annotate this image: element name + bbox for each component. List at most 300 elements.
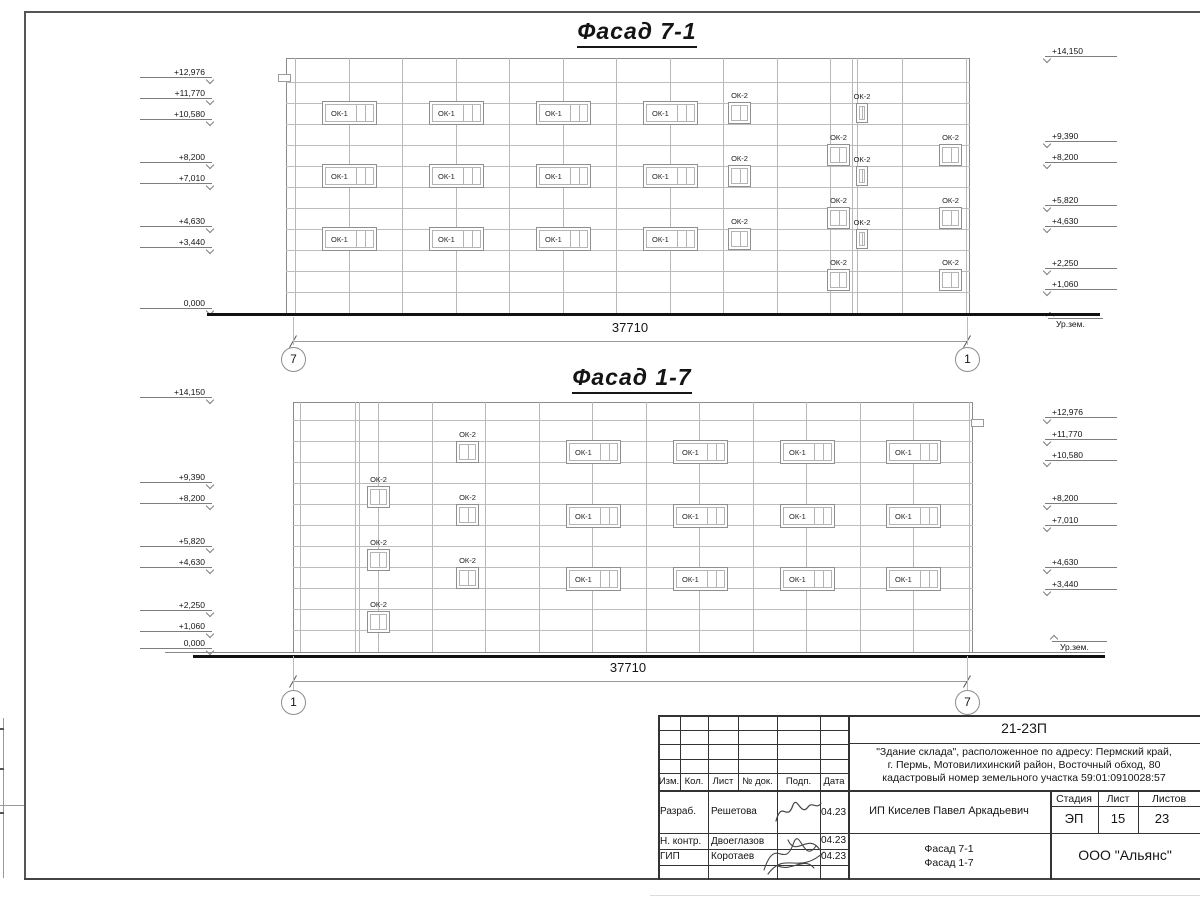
window-mullion	[951, 211, 952, 225]
elevation-mark: +3,440	[140, 236, 212, 248]
sheet-number: 15	[1110, 811, 1126, 826]
window-label: ОК-1	[681, 447, 699, 457]
window-ok2	[856, 103, 868, 123]
stamp-role-ncontr: Н. контр.	[660, 836, 702, 847]
ground-level-mark: Ур.зем.	[1048, 318, 1103, 329]
window-mullion	[839, 273, 840, 287]
stamp-col-doc: № док.	[742, 776, 773, 787]
elevation-mark: +12,976	[1045, 406, 1117, 418]
panel-joint-line	[286, 187, 970, 188]
elevation-mark: +12,976	[140, 66, 212, 78]
window-mullion	[677, 231, 678, 247]
elevation-mark: +7,010	[140, 172, 212, 184]
dimension-value: 37710	[611, 320, 649, 335]
window-ok1	[322, 227, 377, 251]
window-label: ОК-2	[459, 430, 476, 439]
window-ok1	[886, 504, 941, 528]
elevation-tick-icon	[1043, 204, 1051, 212]
window-ok1	[322, 101, 377, 125]
project-description-line3: кадастровый номер земельного участка 59:01:0910028:57	[882, 772, 1166, 784]
window-ok2	[367, 486, 390, 508]
window-ok1	[429, 101, 484, 125]
titleblock-line	[848, 743, 1200, 744]
panel-joint-line	[293, 588, 973, 589]
column-joint-line	[969, 402, 970, 653]
window-ok1	[886, 440, 941, 464]
window-label: ОК-2	[830, 258, 847, 267]
facade-outline	[293, 402, 973, 653]
elevation-mark: +9,390	[1045, 130, 1117, 142]
facade-title-text: Фасад 7-1	[577, 18, 696, 48]
elevation-tick-icon	[206, 97, 214, 105]
window-mullion	[472, 168, 473, 184]
window-label: ОК-1	[437, 171, 455, 181]
window-mullion	[823, 508, 824, 524]
elevation-tick-icon	[1043, 588, 1051, 596]
panel-joint-line	[293, 546, 973, 547]
window-ok2	[456, 504, 479, 526]
window-label: ОК-1	[330, 108, 348, 118]
window-mullion	[365, 231, 366, 247]
window-mullion	[379, 553, 380, 567]
panel-joint-line	[286, 292, 970, 293]
window-ok1	[643, 227, 698, 251]
client-name: ИП Киселев Павел Аркадьевич	[869, 804, 1029, 817]
window-ok2	[856, 166, 868, 186]
elevation-tick-icon	[1043, 288, 1051, 296]
window-mullion	[379, 490, 380, 504]
column-joint-line	[509, 58, 510, 314]
window-ok1	[780, 567, 835, 591]
window-mullion	[609, 571, 610, 587]
window-mullion	[463, 231, 464, 247]
margin-tick	[0, 768, 4, 770]
company-name: ООО "Альянс"	[1078, 847, 1172, 864]
window-mullion	[740, 169, 741, 183]
window-label: ОК-1	[894, 511, 912, 521]
window-mullion	[677, 168, 678, 184]
elevation-mark: +4,630	[140, 556, 212, 568]
facade-title	[497, 18, 777, 48]
elevation-mark: +8,200	[1045, 151, 1117, 163]
stamp-name-ncontr: Двоеглазов	[711, 836, 765, 847]
elevation-mark: +11,770	[140, 87, 212, 99]
window-mullion	[929, 508, 930, 524]
panel-joint-line	[293, 567, 973, 568]
window-ok1	[536, 227, 591, 251]
stamp-col-izm: Изм.	[658, 776, 680, 787]
window-mullion	[707, 444, 708, 460]
window-mullion	[716, 571, 717, 587]
column-joint-line	[777, 58, 778, 314]
ground-line	[165, 652, 1105, 653]
sheet-frame-top	[24, 11, 1200, 13]
window-mullion	[716, 508, 717, 524]
window-label: ОК-2	[459, 556, 476, 565]
window-mullion	[570, 231, 571, 247]
elevation-tick-icon	[206, 647, 214, 655]
stamp-date-razrab: 04.23	[820, 807, 847, 818]
window-label: ОК-1	[544, 234, 562, 244]
panel-joint-line	[293, 630, 973, 631]
window-mullion	[579, 168, 580, 184]
elevation-tick-icon	[1043, 502, 1051, 510]
panel-joint-line	[286, 208, 970, 209]
window-ok1	[536, 164, 591, 188]
window-ok2	[728, 228, 751, 250]
window-mullion	[472, 105, 473, 121]
window-mullion	[600, 508, 601, 524]
window-mullion	[814, 444, 815, 460]
window-mullion	[716, 444, 717, 460]
axis-bubble: 7	[281, 347, 306, 372]
window-label: ОК-1	[330, 171, 348, 181]
window-mullion	[920, 571, 921, 587]
sheet-frame-left	[24, 11, 26, 880]
margin-line	[3, 718, 4, 878]
panel-joint-line	[286, 145, 970, 146]
sheets-label: Листов	[1151, 793, 1187, 805]
elevation-mark: +14,150	[1045, 45, 1117, 57]
elevation-tick-icon	[206, 566, 214, 574]
column-joint-line	[966, 58, 967, 314]
window-mullion	[609, 444, 610, 460]
elevation-mark: +14,150	[140, 386, 212, 398]
window-ok2	[827, 269, 850, 291]
signature-razrab	[772, 795, 822, 827]
elevation-mark: +5,820	[1045, 194, 1117, 206]
window-label: ОК-2	[853, 218, 871, 227]
window-label: ОК-1	[788, 574, 806, 584]
facade-title	[492, 364, 772, 394]
elevation-tick-icon	[206, 161, 214, 169]
window-ok2	[939, 144, 962, 166]
window-mullion	[579, 231, 580, 247]
window-mullion	[929, 571, 930, 587]
axis-bubble: 1	[955, 347, 980, 372]
window-mullion	[356, 168, 357, 184]
elevation-mark: +8,200	[140, 492, 212, 504]
elevation-mark: +7,010	[1045, 514, 1117, 526]
elevation-mark: 0,000	[140, 297, 212, 309]
margin-tick	[0, 812, 4, 814]
window-label: ОК-2	[459, 493, 476, 502]
window-ok1	[643, 101, 698, 125]
elevation-tick-icon	[206, 545, 214, 553]
window-ok1	[566, 440, 621, 464]
elevation-mark: +4,630	[1045, 556, 1117, 568]
window-label: ОК-2	[853, 155, 871, 164]
elevation-mark: +10,580	[140, 108, 212, 120]
window-mullion	[839, 148, 840, 162]
window-label: ОК-2	[731, 91, 748, 100]
window-label: ОК-2	[942, 196, 959, 205]
drawing-title-line2: Фасад 1-7	[924, 857, 974, 869]
window-mullion	[929, 444, 930, 460]
window-ok1	[536, 101, 591, 125]
project-description-line2: г. Пермь, Мотовилихинский район, Восточный обход, 80	[887, 759, 1161, 771]
window-mullion	[862, 233, 863, 245]
stamp-col-kol: Кол.	[684, 776, 704, 787]
window-mullion	[677, 105, 678, 121]
column-joint-line	[402, 58, 403, 314]
window-mullion	[707, 508, 708, 524]
elevation-mark: 0,000	[140, 637, 212, 649]
axis-leader-line	[293, 317, 294, 345]
panel-joint-line	[286, 82, 970, 83]
elevation-tick-icon	[1043, 566, 1051, 574]
window-mullion	[609, 508, 610, 524]
window-mullion	[823, 444, 824, 460]
column-joint-line	[539, 402, 540, 653]
window-ok2	[856, 229, 868, 249]
window-label: ОК-1	[651, 108, 669, 118]
window-mullion	[365, 168, 366, 184]
panel-joint-line	[293, 462, 973, 463]
elevation-tick-icon	[1043, 140, 1051, 148]
stamp-role-razrab: Разраб.	[660, 806, 697, 817]
window-ok2	[728, 165, 751, 187]
axis-bubble: 7	[955, 690, 980, 715]
column-joint-line	[355, 402, 356, 653]
elevation-tick-icon	[1043, 416, 1051, 424]
window-mullion	[686, 168, 687, 184]
window-ok2	[367, 549, 390, 571]
window-mullion	[686, 231, 687, 247]
window-mullion	[365, 105, 366, 121]
window-ok1	[886, 567, 941, 591]
window-mullion	[356, 231, 357, 247]
elevation-mark: +4,630	[140, 215, 212, 227]
panel-joint-line	[293, 525, 973, 526]
window-label: ОК-1	[681, 511, 699, 521]
elevation-tick-icon	[206, 182, 214, 190]
axis-bubble: 1	[281, 690, 306, 715]
margin-line	[0, 805, 24, 806]
panel-joint-line	[286, 271, 970, 272]
column-joint-line	[295, 58, 296, 314]
elevation-tick-icon	[206, 76, 214, 84]
elevation-tick-icon	[206, 118, 214, 126]
window-ok1	[673, 504, 728, 528]
window-mullion	[379, 615, 380, 629]
window-label: ОК-1	[894, 574, 912, 584]
window-label: ОК-1	[544, 108, 562, 118]
window-label: ОК-1	[574, 574, 592, 584]
paper-edge-line	[650, 895, 1200, 896]
window-mullion	[740, 232, 741, 246]
window-label: ОК-2	[830, 133, 847, 142]
elevation-mark: +9,390	[140, 471, 212, 483]
project-code: 21-23П	[1001, 720, 1047, 736]
window-ok2	[728, 102, 751, 124]
column-joint-line	[753, 402, 754, 653]
window-mullion	[468, 571, 469, 585]
window-label: ОК-1	[651, 234, 669, 244]
elevation-mark: +2,250	[1045, 257, 1117, 269]
window-label: ОК-2	[370, 600, 387, 609]
window-label: ОК-1	[574, 447, 592, 457]
panel-joint-line	[293, 504, 973, 505]
window-label: ОК-1	[651, 171, 669, 181]
facade-title-text: Фасад 1-7	[572, 364, 691, 394]
window-mullion	[707, 571, 708, 587]
window-label: ОК-2	[731, 217, 748, 226]
elevation-tick-icon	[206, 609, 214, 617]
elevation-tick-icon	[1043, 161, 1051, 169]
sheet-label: Лист	[1106, 793, 1130, 805]
stamp-name-razrab: Решетова	[711, 806, 757, 817]
window-mullion	[740, 106, 741, 120]
window-mullion	[920, 508, 921, 524]
elevation-mark: +5,820	[140, 535, 212, 547]
stamp-date-gip: 04.23	[820, 851, 847, 862]
window-label: ОК-2	[370, 475, 387, 484]
window-label: ОК-2	[731, 154, 748, 163]
elevation-mark: +8,200	[1045, 492, 1117, 504]
window-mullion	[463, 105, 464, 121]
window-mullion	[472, 231, 473, 247]
ground-level-mark: Ур.зем.	[1052, 641, 1107, 652]
margin-tick	[0, 728, 4, 730]
elevation-tick-icon	[1050, 635, 1058, 643]
column-joint-line	[359, 402, 360, 653]
ground-line	[207, 313, 1100, 316]
window-mullion	[951, 273, 952, 287]
panel-joint-line	[286, 124, 970, 125]
sheet-frame-bottom	[24, 878, 1200, 880]
sheets-total: 23	[1154, 811, 1170, 826]
window-label: ОК-2	[853, 92, 871, 101]
window-mullion	[862, 107, 863, 119]
window-ok1	[429, 227, 484, 251]
window-label: ОК-1	[788, 447, 806, 457]
window-mullion	[468, 445, 469, 459]
column-joint-line	[616, 58, 617, 314]
elevation-mark: +3,440	[1045, 578, 1117, 590]
window-ok1	[566, 504, 621, 528]
window-ok1	[780, 440, 835, 464]
stamp-col-podp: Подп.	[785, 776, 812, 787]
elevation-mark: +2,250	[140, 599, 212, 611]
window-ok2	[939, 207, 962, 229]
panel-joint-line	[293, 483, 973, 484]
window-ok2	[939, 269, 962, 291]
signature-ncontr-gip	[758, 826, 832, 878]
column-joint-line	[485, 402, 486, 653]
window-mullion	[570, 105, 571, 121]
stamp-col-data: Дата	[823, 776, 845, 787]
panel-joint-line	[293, 441, 973, 442]
window-mullion	[600, 571, 601, 587]
elevation-mark: +4,630	[1045, 215, 1117, 227]
elevation-tick-icon	[206, 396, 214, 404]
elevation-tick-icon	[206, 502, 214, 510]
window-mullion	[468, 508, 469, 522]
window-mullion	[823, 571, 824, 587]
elevation-mark: +1,060	[140, 620, 212, 632]
stamp-col-list: Лист	[712, 776, 734, 787]
window-label: ОК-2	[942, 258, 959, 267]
elevation-mark: +11,770	[1045, 428, 1117, 440]
column-joint-line	[300, 402, 301, 653]
ground-line	[193, 655, 1105, 658]
window-mullion	[814, 571, 815, 587]
window-ok1	[429, 164, 484, 188]
stamp-name-gip: Коротаев	[711, 851, 755, 862]
window-ok1	[643, 164, 698, 188]
window-ok2	[456, 567, 479, 589]
window-mullion	[570, 168, 571, 184]
window-ok1	[673, 567, 728, 591]
window-label: ОК-2	[830, 196, 847, 205]
parapet-detail	[278, 74, 291, 82]
window-ok1	[673, 440, 728, 464]
window-label: ОК-1	[574, 511, 592, 521]
window-label: ОК-2	[370, 538, 387, 547]
column-joint-line	[646, 402, 647, 653]
drawing-title-line1: Фасад 7-1	[924, 843, 974, 855]
elevation-mark: +8,200	[140, 151, 212, 163]
titleblock-line	[708, 715, 709, 880]
column-joint-line	[902, 58, 903, 314]
titleblock-line	[658, 715, 1200, 717]
window-ok2	[456, 441, 479, 463]
window-mullion	[686, 105, 687, 121]
dimension-line	[293, 341, 967, 342]
dimension-value: 37710	[609, 660, 647, 675]
window-label: ОК-1	[330, 234, 348, 244]
panel-joint-line	[293, 420, 973, 421]
panel-joint-line	[293, 609, 973, 610]
window-label: ОК-1	[437, 234, 455, 244]
axis-leader-line	[967, 656, 968, 690]
panel-joint-line	[286, 250, 970, 251]
window-mullion	[920, 444, 921, 460]
window-label: ОК-1	[681, 574, 699, 584]
axis-leader-line	[293, 656, 294, 690]
window-mullion	[579, 105, 580, 121]
window-mullion	[600, 444, 601, 460]
column-joint-line	[860, 402, 861, 653]
window-ok1	[566, 567, 621, 591]
window-ok1	[780, 504, 835, 528]
column-joint-line	[432, 402, 433, 653]
elevation-mark: +1,060	[1045, 278, 1117, 290]
elevation-tick-icon	[206, 246, 214, 254]
elevation-tick-icon	[1043, 459, 1051, 467]
elevation-mark: +10,580	[1045, 449, 1117, 461]
window-label: ОК-1	[894, 447, 912, 457]
elevation-tick-icon	[1043, 55, 1051, 63]
titleblock-line	[1050, 806, 1200, 807]
window-mullion	[463, 168, 464, 184]
window-mullion	[814, 508, 815, 524]
elevation-tick-icon	[1043, 267, 1051, 275]
window-label: ОК-1	[437, 108, 455, 118]
project-description-line1: "Здание склада", расположенное по адресу: Пермский край,	[876, 746, 1172, 758]
window-label: ОК-1	[544, 171, 562, 181]
window-mullion	[862, 170, 863, 182]
window-mullion	[356, 105, 357, 121]
stamp-role-gip: ГИП	[660, 851, 680, 862]
elevation-tick-icon	[1043, 438, 1051, 446]
elevation-tick-icon	[206, 225, 214, 233]
window-mullion	[839, 211, 840, 225]
axis-leader-line	[967, 317, 968, 345]
stamp-date-ncontr: 04.23	[820, 835, 847, 846]
window-label: ОК-2	[942, 133, 959, 142]
